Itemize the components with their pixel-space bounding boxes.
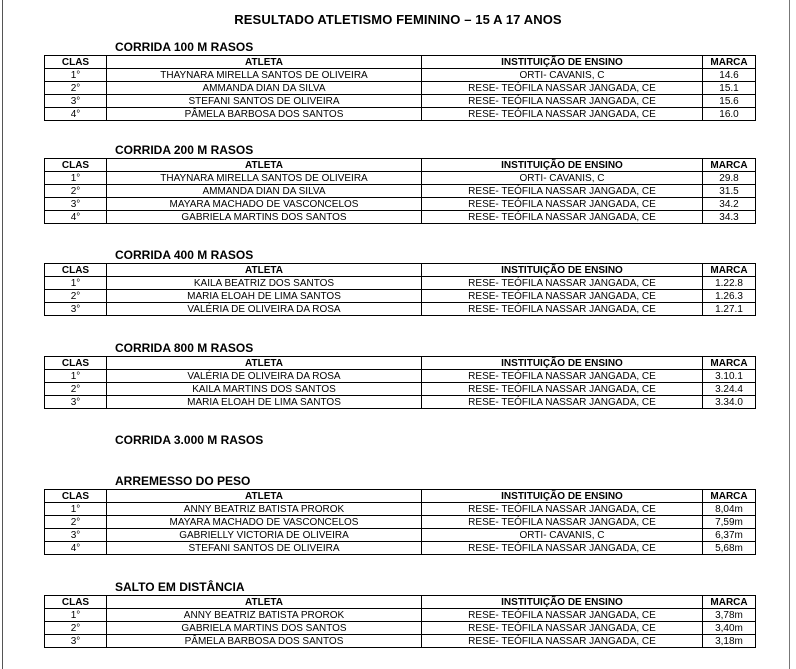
cell-clas: 1° (45, 609, 107, 622)
cell-instituicao: RESE- TEÓFILA NASSAR JANGADA, CE (422, 635, 703, 648)
cell-atleta: VALÉRIA DE OLIVEIRA DA ROSA (107, 370, 422, 383)
cell-atleta: STEFANI SANTOS DE OLIVEIRA (107, 542, 422, 555)
results-section (44, 248, 755, 316)
cell-clas: 3° (45, 198, 107, 211)
cell-clas: 1° (45, 370, 107, 383)
section-title: CORRIDA 800 M RASOS (115, 341, 254, 355)
cell-clas: 4° (45, 211, 107, 224)
cell-marca: 29.8 (703, 172, 756, 185)
table-header-row (45, 56, 756, 69)
results-section (44, 341, 755, 409)
cell-atleta: GABRIELA MARTINS DOS SANTOS (107, 622, 422, 635)
cell-marca: 14.6 (703, 69, 756, 82)
cell-instituicao: RESE- TEÓFILA NASSAR JANGADA, CE (422, 108, 703, 121)
header-clas: CLAS (45, 264, 107, 277)
cell-marca: 34.3 (703, 211, 756, 224)
cell-clas: 4° (45, 108, 107, 121)
section-title: CORRIDA 400 M RASOS (115, 248, 254, 262)
cell-instituicao: RESE- TEÓFILA NASSAR JANGADA, CE (422, 95, 703, 108)
cell-marca: 3,78m (703, 609, 756, 622)
section-title: CORRIDA 3.000 M RASOS (115, 433, 264, 447)
header-atleta: ATLETA (107, 159, 422, 172)
results-section (44, 143, 755, 224)
header-atleta: ATLETA (107, 596, 422, 609)
section-title: CORRIDA 100 M RASOS (115, 40, 254, 54)
cell-marca: 7,59m (703, 516, 756, 529)
cell-atleta: GABRIELLY VICTORIA DE OLIVEIRA (107, 529, 422, 542)
table-row (45, 622, 756, 635)
cell-atleta: AMMANDA DIAN DA SILVA (107, 185, 422, 198)
table-row (45, 370, 756, 383)
table-row (45, 108, 756, 121)
cell-clas: 1° (45, 69, 107, 82)
header-marca: MARCA (703, 357, 756, 370)
header-marca: MARCA (703, 159, 756, 172)
table-row (45, 609, 756, 622)
table-row (45, 211, 756, 224)
header-clas: CLAS (45, 490, 107, 503)
cell-instituicao: RESE- TEÓFILA NASSAR JANGADA, CE (422, 609, 703, 622)
header-instituicao: INSTITUIÇÃO DE ENSINO (422, 490, 703, 503)
cell-marca: 1.26.3 (703, 290, 756, 303)
cell-marca: 3,40m (703, 622, 756, 635)
table-row (45, 303, 756, 316)
cell-instituicao: RESE- TEÓFILA NASSAR JANGADA, CE (422, 542, 703, 555)
cell-atleta: GABRIELA MARTINS DOS SANTOS (107, 211, 422, 224)
cell-marca: 6,37m (703, 529, 756, 542)
cell-instituicao: RESE- TEÓFILA NASSAR JANGADA, CE (422, 82, 703, 95)
cell-marca: 31.5 (703, 185, 756, 198)
cell-marca: 15.6 (703, 95, 756, 108)
cell-atleta: ANNY BEATRIZ BATISTA PROROK (107, 609, 422, 622)
table-row (45, 69, 756, 82)
cell-instituicao: RESE- TEÓFILA NASSAR JANGADA, CE (422, 516, 703, 529)
cell-atleta: PÂMELA BARBOSA DOS SANTOS (107, 635, 422, 648)
cell-instituicao: ORTI- CAVANIS, C (422, 172, 703, 185)
results-table (44, 489, 756, 555)
cell-instituicao: ORTI- CAVANIS, C (422, 529, 703, 542)
cell-instituicao: RESE- TEÓFILA NASSAR JANGADA, CE (422, 290, 703, 303)
cell-marca: 5,68m (703, 542, 756, 555)
cell-instituicao: RESE- TEÓFILA NASSAR JANGADA, CE (422, 622, 703, 635)
document-title: RESULTADO ATLETISMO FEMININO – 15 A 17 ANOS (234, 12, 562, 27)
header-clas: CLAS (45, 159, 107, 172)
section-title: CORRIDA 200 M RASOS (115, 143, 254, 157)
table-header-row (45, 357, 756, 370)
cell-marca: 3.24.4 (703, 383, 756, 396)
cell-clas: 3° (45, 635, 107, 648)
page-left-border (2, 0, 3, 669)
table-row (45, 277, 756, 290)
table-header-row (45, 159, 756, 172)
cell-atleta: KAILA BEATRIZ DOS SANTOS (107, 277, 422, 290)
table-header-row (45, 596, 756, 609)
cell-clas: 3° (45, 303, 107, 316)
page-right-border (789, 0, 790, 669)
results-table (44, 55, 756, 121)
header-marca: MARCA (703, 264, 756, 277)
cell-instituicao: RESE- TEÓFILA NASSAR JANGADA, CE (422, 185, 703, 198)
cell-clas: 1° (45, 503, 107, 516)
table-row (45, 383, 756, 396)
cell-atleta: MARIA ELOAH DE LIMA SANTOS (107, 290, 422, 303)
cell-instituicao: ORTI- CAVANIS, C (422, 69, 703, 82)
cell-atleta: MAYARA MACHADO DE VASCONCELOS (107, 516, 422, 529)
cell-clas: 2° (45, 516, 107, 529)
cell-clas: 2° (45, 622, 107, 635)
header-atleta: ATLETA (107, 264, 422, 277)
cell-atleta: KAILA MARTINS DOS SANTOS (107, 383, 422, 396)
header-instituicao: INSTITUIÇÃO DE ENSINO (422, 264, 703, 277)
cell-instituicao: RESE- TEÓFILA NASSAR JANGADA, CE (422, 503, 703, 516)
cell-atleta: PÂMELA BARBOSA DOS SANTOS (107, 108, 422, 121)
cell-atleta: ANNY BEATRIZ BATISTA PROROK (107, 503, 422, 516)
header-marca: MARCA (703, 596, 756, 609)
header-clas: CLAS (45, 56, 107, 69)
table-row (45, 95, 756, 108)
results-section (44, 474, 755, 555)
header-clas: CLAS (45, 357, 107, 370)
table-row (45, 542, 756, 555)
table-row (45, 82, 756, 95)
results-table (44, 263, 756, 316)
table-row (45, 172, 756, 185)
cell-atleta: AMMANDA DIAN DA SILVA (107, 82, 422, 95)
cell-clas: 1° (45, 172, 107, 185)
results-section (44, 580, 755, 648)
cell-marca: 15.1 (703, 82, 756, 95)
cell-clas: 2° (45, 185, 107, 198)
table-row (45, 396, 756, 409)
cell-atleta: STEFANI SANTOS DE OLIVEIRA (107, 95, 422, 108)
cell-instituicao: RESE- TEÓFILA NASSAR JANGADA, CE (422, 277, 703, 290)
cell-marca: 3,18m (703, 635, 756, 648)
header-instituicao: INSTITUIÇÃO DE ENSINO (422, 596, 703, 609)
cell-instituicao: RESE- TEÓFILA NASSAR JANGADA, CE (422, 303, 703, 316)
cell-clas: 2° (45, 383, 107, 396)
table-header-row (45, 490, 756, 503)
cell-marca: 1.27.1 (703, 303, 756, 316)
cell-marca: 34.2 (703, 198, 756, 211)
cell-marca: 16.0 (703, 108, 756, 121)
cell-atleta: MAYARA MACHADO DE VASCONCELOS (107, 198, 422, 211)
cell-clas: 3° (45, 95, 107, 108)
cell-instituicao: RESE- TEÓFILA NASSAR JANGADA, CE (422, 396, 703, 409)
cell-atleta: THAYNARA MIRELLA SANTOS DE OLIVEIRA (107, 172, 422, 185)
header-atleta: ATLETA (107, 357, 422, 370)
results-section (44, 433, 755, 448)
cell-marca: 8,04m (703, 503, 756, 516)
header-instituicao: INSTITUIÇÃO DE ENSINO (422, 357, 703, 370)
cell-clas: 2° (45, 290, 107, 303)
cell-clas: 4° (45, 542, 107, 555)
cell-clas: 1° (45, 277, 107, 290)
cell-instituicao: RESE- TEÓFILA NASSAR JANGADA, CE (422, 370, 703, 383)
cell-clas: 3° (45, 396, 107, 409)
cell-instituicao: RESE- TEÓFILA NASSAR JANGADA, CE (422, 383, 703, 396)
table-row (45, 185, 756, 198)
cell-clas: 2° (45, 82, 107, 95)
header-instituicao: INSTITUIÇÃO DE ENSINO (422, 159, 703, 172)
cell-clas: 3° (45, 529, 107, 542)
cell-marca: 3.10.1 (703, 370, 756, 383)
table-header-row (45, 264, 756, 277)
header-atleta: ATLETA (107, 490, 422, 503)
section-title: ARREMESSO DO PESO (115, 474, 251, 488)
cell-instituicao: RESE- TEÓFILA NASSAR JANGADA, CE (422, 211, 703, 224)
section-title: SALTO EM DISTÂNCIA (115, 580, 245, 594)
cell-atleta: MARIA ELOAH DE LIMA SANTOS (107, 396, 422, 409)
table-row (45, 198, 756, 211)
table-row (45, 516, 756, 529)
results-section (44, 40, 755, 121)
cell-marca: 3.34.0 (703, 396, 756, 409)
cell-marca: 1.22.8 (703, 277, 756, 290)
results-table (44, 356, 756, 409)
header-atleta: ATLETA (107, 56, 422, 69)
cell-atleta: VALÉRIA DE OLIVEIRA DA ROSA (107, 303, 422, 316)
header-instituicao: INSTITUIÇÃO DE ENSINO (422, 56, 703, 69)
table-row (45, 635, 756, 648)
header-marca: MARCA (703, 490, 756, 503)
header-clas: CLAS (45, 596, 107, 609)
results-table (44, 158, 756, 224)
table-row (45, 290, 756, 303)
cell-atleta: THAYNARA MIRELLA SANTOS DE OLIVEIRA (107, 69, 422, 82)
results-table (44, 595, 756, 648)
cell-instituicao: RESE- TEÓFILA NASSAR JANGADA, CE (422, 198, 703, 211)
table-row (45, 529, 756, 542)
header-marca: MARCA (703, 56, 756, 69)
table-row (45, 503, 756, 516)
